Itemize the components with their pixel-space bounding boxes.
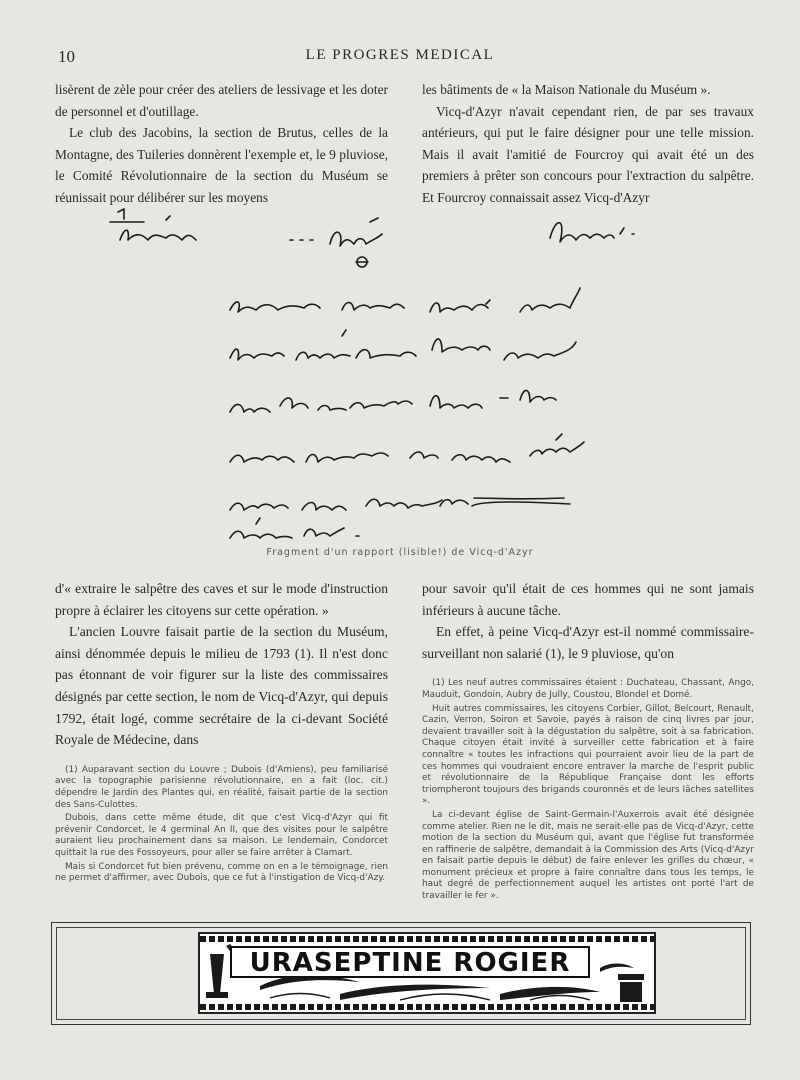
footnote: (1) Auparavant section du Louvre ; Dubois (d'Amiens), peu familiarisé avec la topographie parisienne révolutionnaire, en a fait (loc. cit.) dépendre le Jardin des Plantes qui, en réalité, faisait partie de la section des Sans-Culottes. [55,764,388,810]
paragraph: L'ancien Louvre faisait partie de la section du Muséum, ainsi dénommée depuis le milieu de 1793 (1). Il n'est donc pas étonnant de voir figurer sur la liste des commissaires désignés par cette section, le nom de Vicq-d'Azyr, qui depuis 1792, était logé, comme secrétaire de la ci-devant Société Royale de Médecine, dans [55,624,388,748]
paragraph: pour savoir qu'il était de ces hommes qui ne sont jamais inférieurs à aucune tâche. [422,581,754,618]
footnote: Mais si Condorcet fut bien prévenu, comme on en a le témoignage, rien ne permet d'affirmer, avec Dubois, que ce fut à l'instigation de Vicq-d'Azy. [55,861,388,884]
manuscript-fragment-image [80,200,720,545]
footnotes [55,765,388,885]
paragraph: d'« extraire le salpêtre des caves et sur le mode d'instruction propre à éclairer les citoyens sur cette opération. » [55,581,388,618]
advertisement-banner [198,932,656,1014]
footnote: (1) Les neuf autres commissaires étaient : Duchateau, Chassant, Ango, Mauduit, Gondoin, Aubry de Jully, Coustou, Blondel et Domé. [422,678,754,700]
footnote: La ci-devant église de Saint-Germain-l'Auxerrois avait été désignée comme atelier. Rien ne le dit, mais ne serait-elle pas de Vicq-d'Azyr, cette motion de la section du Muséum qui, avant que l'église fut transformée en raffinerie de salpêtre, demandait à la Commission des Arts (Vicq-d'Azyr en faisait partie depuis le début) de faire enlever les grilles du chœur, « monument précieux et propre à faire connaître dans tous les temps, le haut degré de perfectionnement auquel les artistes ont porté l'art de travailler le fer ». [422,809,754,902]
bottom-right-column [422,578,754,903]
footnotes [422,678,754,902]
advertisement-brand-name: URASEPTINE ROGIER [230,946,590,978]
footnote: Huit autres commissaires, les citoyens Corbier, Gillot, Belcourt, Renault, Cazin, Verron, Soiron et Savoie, payés à raison de cinq livres par jour, devaient travailler soit à la dégustation du salpêtre, soit à sa fabrication. Chaque citoyen était invité à surveiller cette fabrication et à faire connaître « toutes les infractions qui pourraient avoir lieu de la part de ces hommes qui voudraient encore entraver la marche de l'esprit public et révolutionnaire de la République Française dont les efforts triompheront toujours des brigands couronnés et de leurs lâches satellites ». [422,703,754,807]
paragraph: les bâtiments de « la Maison Nationale du Muséum ». [422,82,711,97]
figure-caption: Fragment d'un rapport (lisible!) de Vicq-d'Azyr [266,547,534,558]
footnote: Dubois, dans cette même étude, dit que c'est Vicq-d'Azyr qui fit prévenir Condorcet, le 4 germinal An II, que des visites pour le salpêtre auraient lieu prochainement dans sa maison. Le lendemain, Condorcet quittait la rue des Fossoyeurs, pour aller se faire arrêter à Clamart. [55,813,388,858]
paragraph: Vicq-d'Azyr n'avait cependant rien, de par ses travaux antérieurs, qui put le faire désigner pour une telle mission. Mais il avait l'amitié de Fourcroy qui avait été un des premiers à prêter son concours pour l'extraction du salpêtre. Et Fourcroy connaissait assez Vicq-d'Azyr [422,103,754,205]
advertisement-frame [51,922,751,1025]
top-left-column [55,79,388,209]
top-right-column [422,79,754,209]
running-title: LE PROGRES MEDICAL [305,47,495,63]
paragraph: En effet, à peine Vicq-d'Azyr est-il nommé commissaire-surveillant non salarié (1), le 9 pluviose, qu'on [422,624,754,661]
paragraph: Le club des Jacobins, la section de Brutus, celles de la Montagne, des Tuileries donnèrent l'exemple et, le 9 pluviose, le Comité Révolutionnaire de la section du Muséum se réunissait pour délibérer sur les moyens [55,125,388,205]
bottom-left-column [55,578,388,885]
page-number: 10 [58,47,75,66]
paragraph: lisèrent de zèle pour créer des ateliers de lessivage et les doter de personnel et d'outillage. [55,82,388,119]
